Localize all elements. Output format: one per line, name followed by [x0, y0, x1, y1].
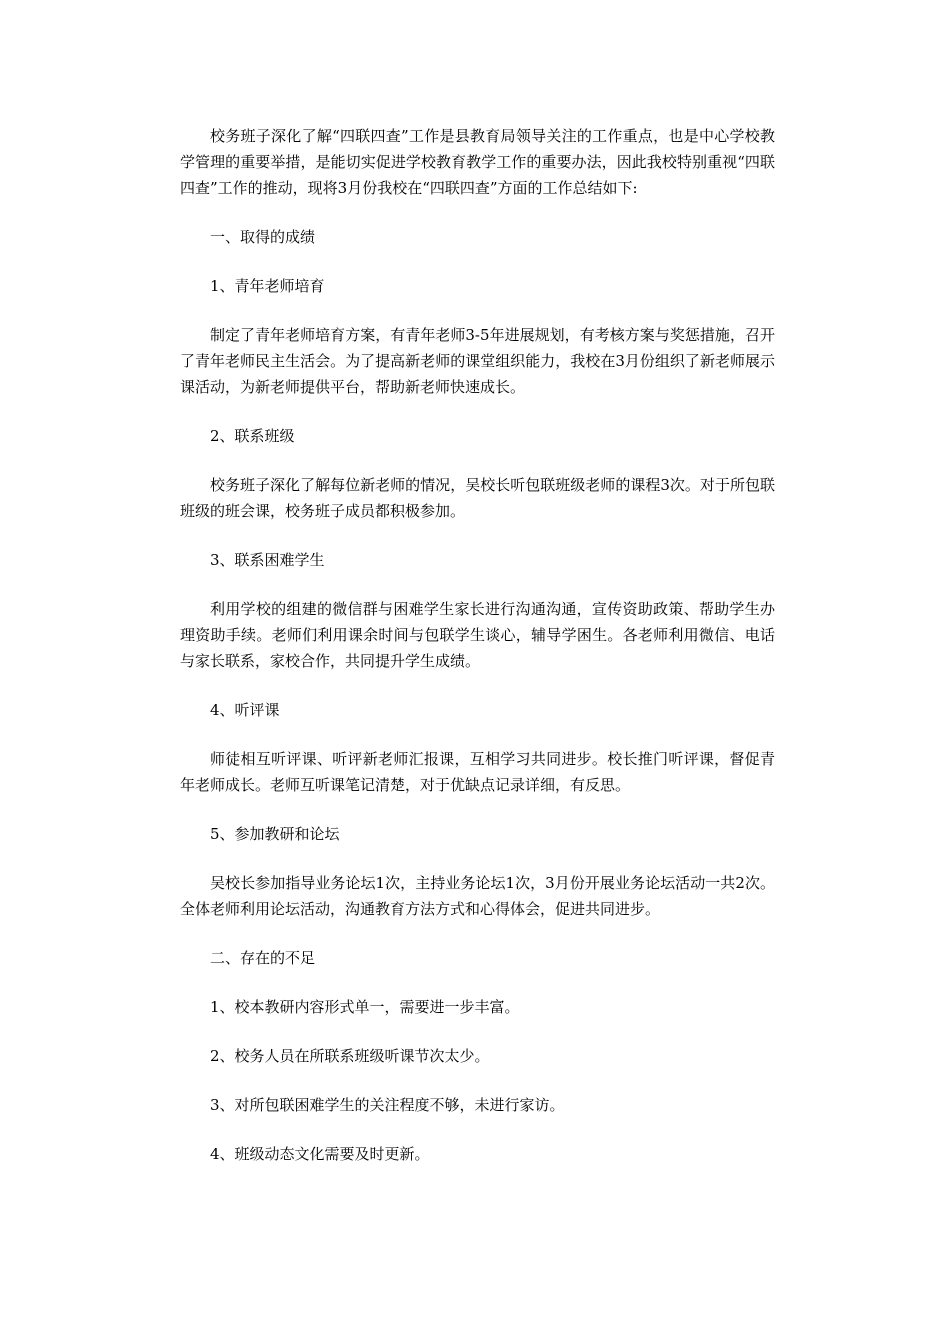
shortcoming-item-4: 4、班级动态文化需要及时更新。 — [210, 1145, 430, 1163]
paragraph-class-liaison: 校务班子深化了解每位新老师的情况，吴校长听包联班级老师的课程3次。对于所包联班级的班会课，校务班子成员都积极参加。 — [180, 476, 775, 520]
subheading-class-liaison: 2、联系班级 — [210, 427, 295, 445]
paragraph-student-support: 利用学校的组建的微信群与困难学生家长进行沟通沟通，宣传资助政策、帮助学生办理资助手续。老师们利用课余时间与包联学生谈心，辅导学困生。各老师利用微信、电话与家长联系，家校合作，共同提升学生成绩。 — [180, 600, 775, 670]
subheading-research-forum: 5、参加教研和论坛 — [210, 825, 340, 843]
document-body — [180, 123, 775, 1167]
shortcoming-item-1: 1、校本教研内容形式单一，需要进一步丰富。 — [210, 998, 520, 1016]
paragraph-research-forum: 吴校长参加指导业务论坛1次，主持业务论坛1次，3月份开展业务论坛活动一共2次。全体老师利用论坛活动，沟通教育方法方式和心得体会，促进共同进步。 — [180, 874, 775, 918]
shortcoming-item-2: 2、校务人员在所联系班级听课节次太少。 — [210, 1047, 490, 1065]
paragraph-lesson-evaluation: 师徒相互听评课、听评新老师汇报课，互相学习共同进步。校长推门听评课，督促青年老师成长。老师互听课笔记清楚，对于优缺点记录详细，有反思。 — [180, 750, 775, 794]
intro-paragraph: 校务班子深化了解“四联四查”工作是县教育局领导关注的工作重点，也是中心学校教学管理的重要举措，是能切实促进学校教育教学工作的重要办法，因此我校特别重视“四联四查”工作的推动，现将3月份我校在“四联四查”方面的工作总结如下: — [180, 127, 775, 197]
shortcoming-item-3: 3、对所包联困难学生的关注程度不够，未进行家访。 — [210, 1096, 565, 1114]
section-heading-shortcomings: 二、存在的不足 — [210, 949, 316, 967]
paragraph-young-teacher-training: 制定了青年老师培育方案，有青年老师3-5年进展规划，有考核方案与奖惩措施，召开了青年老师民主生活会。为了提高新老师的课堂组织能力，我校在3月份组织了新老师展示课活动，为新老师提供平台，帮助新老师快速成长。 — [180, 326, 775, 396]
section-heading-achievements: 一、取得的成绩 — [210, 228, 316, 246]
subheading-lesson-evaluation: 4、听评课 — [210, 701, 280, 719]
subheading-student-support: 3、联系困难学生 — [210, 551, 325, 569]
subheading-young-teacher-training: 1、青年老师培育 — [210, 277, 325, 295]
